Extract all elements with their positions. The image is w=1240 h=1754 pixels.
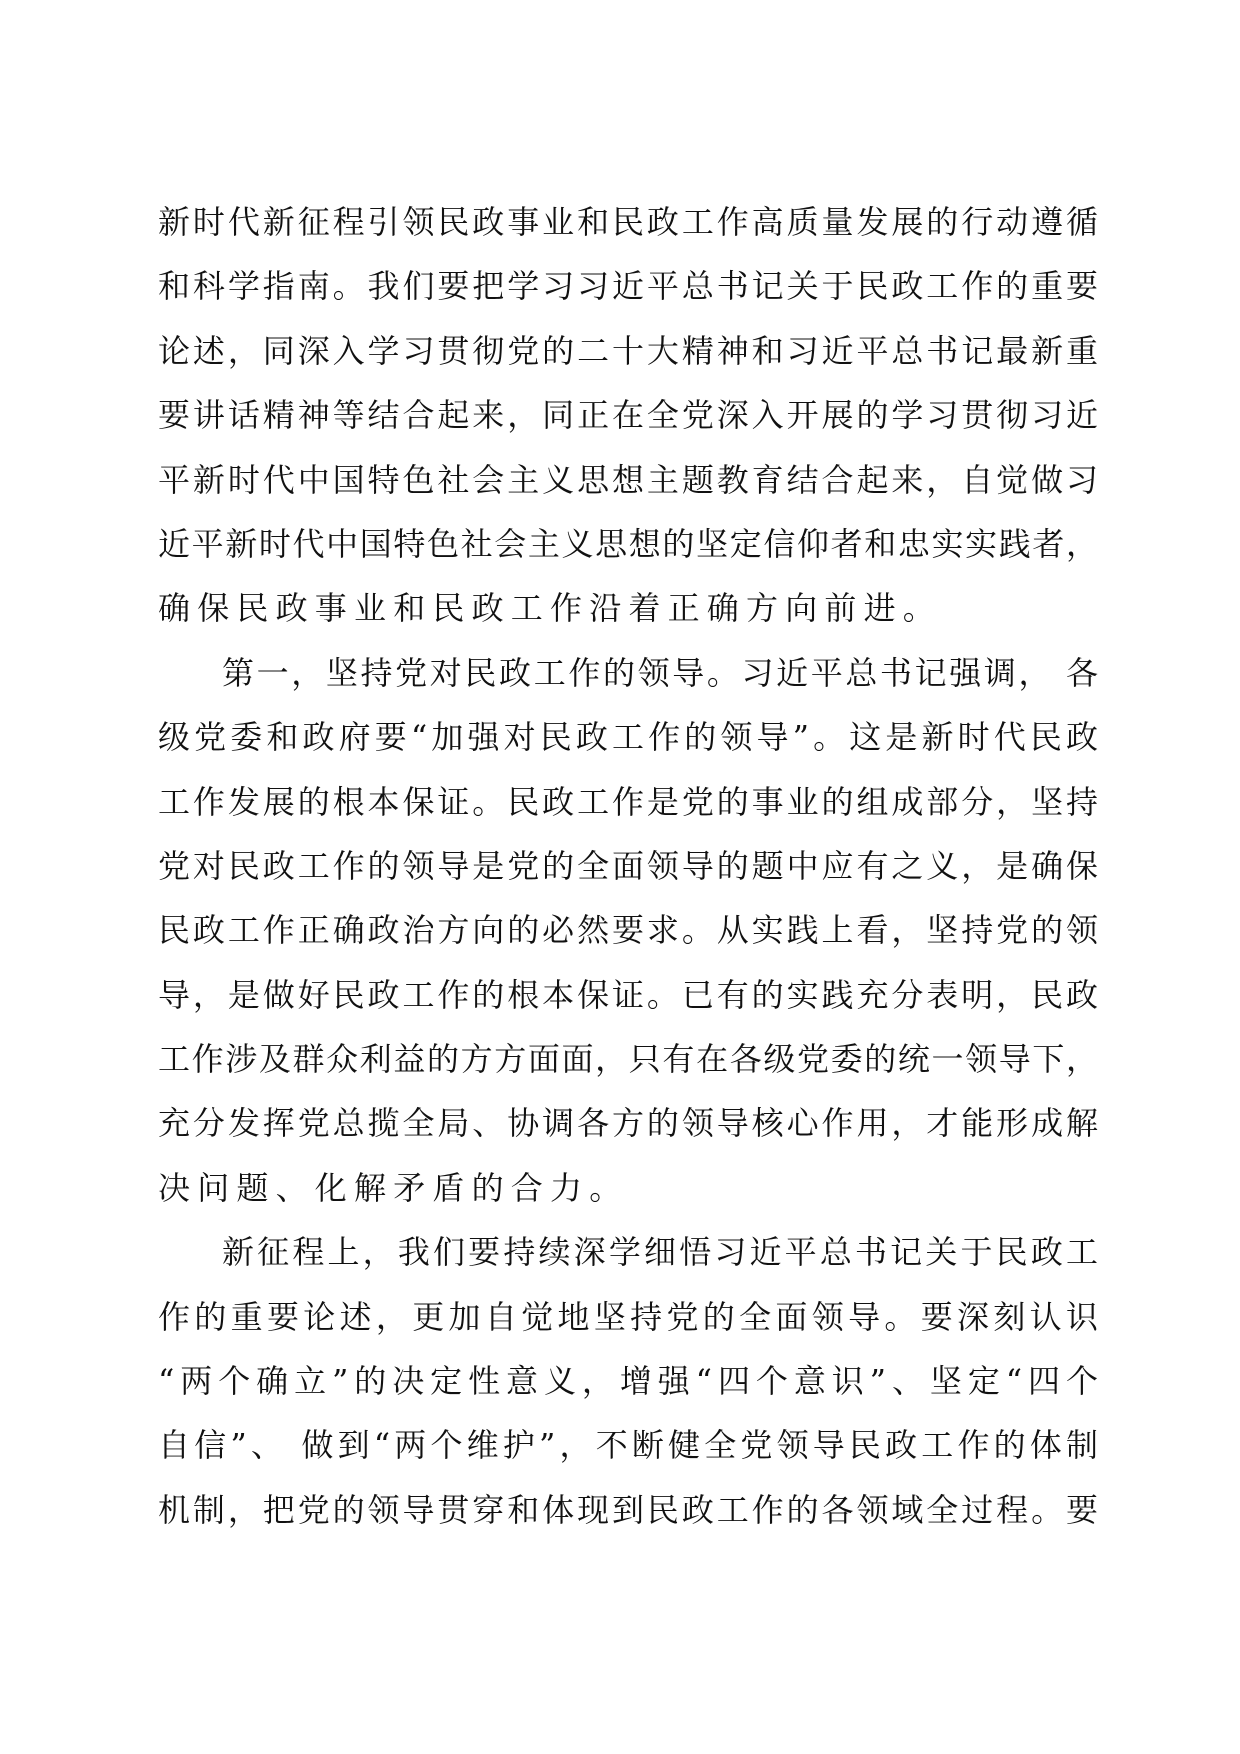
text-line: 决问题、化解矛盾的合力。	[158, 1168, 629, 1207]
body-text	[158, 190, 1098, 1542]
text-line: “两个确立”的决定性意义，增强“四个意识”、坚定“四个	[158, 1362, 1098, 1401]
text-line: 导，是做好民政工作的根本保证。已有的实践充分表明，民政	[158, 975, 1098, 1014]
text-line: 充分发挥党总揽全局、协调各方的领导核心作用，才能形成解	[158, 1104, 1098, 1143]
text-line: 工作发展的根本保证。民政工作是党的事业的组成部分，坚持	[158, 782, 1098, 821]
paragraph-first-line: 新征程上，我们要持续深学细悟习近平总书记关于民政工	[222, 1233, 1098, 1272]
text-line: 近平新时代中国特色社会主义思想的坚定信仰者和忠实实践者，	[158, 524, 1098, 563]
text-line: 和科学指南。我们要把学习习近平总书记关于民政工作的重要	[158, 267, 1098, 306]
text-line: 民政工作正确政治方向的必然要求。从实践上看，坚持党的领	[158, 911, 1098, 950]
paragraph-first-line: 第一，坚持党对民政工作的领导。习近平总书记强调， 各	[222, 653, 1098, 692]
text-line: 工作涉及群众利益的方方面面，只有在各级党委的统一领导下，	[158, 1040, 1098, 1079]
text-line: 论述，同深入学习贯彻党的二十大精神和习近平总书记最新重	[158, 331, 1098, 370]
text-line: 确保民政事业和民政工作沿着正确方向前进。	[158, 589, 943, 628]
text-line: 级党委和政府要“加强对民政工作的领导”。这是新时代民政	[158, 718, 1098, 757]
text-line: 机制，把党的领导贯穿和体现到民政工作的各领域全过程。要	[158, 1490, 1098, 1529]
text-line: 党对民政工作的领导是党的全面领导的题中应有之义，是确保	[158, 846, 1098, 885]
text-line: 作的重要论述，更加自觉地坚持党的全面领导。要深刻认识	[158, 1297, 1098, 1336]
text-line: 自信”、 做到“两个维护”，不断健全党领导民政工作的体制	[158, 1426, 1098, 1465]
text-line: 新时代新征程引领民政事业和民政工作高质量发展的行动遵循	[158, 203, 1098, 241]
text-line: 平新时代中国特色社会主义思想主题教育结合起来，自觉做习	[158, 460, 1098, 499]
text-line: 要讲话精神等结合起来，同正在全党深入开展的学习贯彻习近	[158, 396, 1098, 435]
